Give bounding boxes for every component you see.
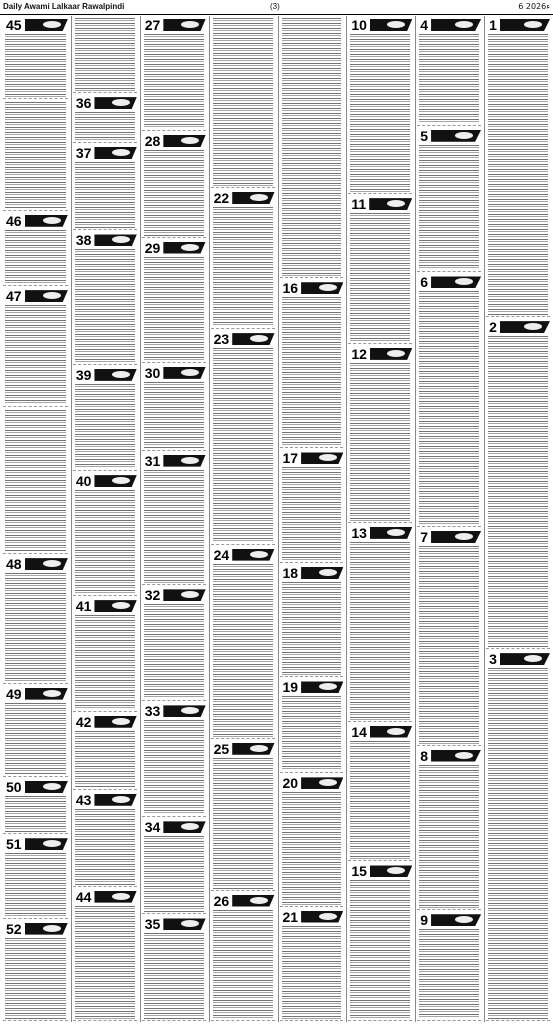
- classified-ad: [3, 101, 68, 210]
- ad-text-block: [419, 546, 479, 744]
- ad-banner-icon: [163, 705, 205, 717]
- ad-number: 17: [280, 450, 302, 466]
- ad-number: 40: [73, 473, 95, 489]
- ad-number: 20: [280, 775, 302, 791]
- ad-banner-icon: [94, 369, 136, 381]
- ad-header: [142, 587, 206, 603]
- ad-header: [3, 686, 68, 702]
- ad-header: [73, 598, 137, 614]
- classified-ad: [417, 274, 481, 526]
- ad-banner-icon: [301, 567, 343, 579]
- ad-banner-icon: [94, 234, 136, 246]
- classified-ad: [73, 17, 137, 93]
- classified-ad: [280, 565, 344, 678]
- ad-banner-icon: [163, 242, 205, 254]
- ad-number: 35: [142, 916, 164, 932]
- ad-text-block: [75, 906, 135, 1019]
- classified-ad: [211, 893, 275, 1021]
- classified-ad: [3, 288, 68, 406]
- ad-header: [211, 893, 275, 909]
- ad-number: 32: [142, 587, 164, 603]
- classified-ad: [73, 473, 137, 596]
- ad-header: [417, 912, 481, 928]
- classified-ad: [348, 724, 412, 862]
- column-2: [71, 16, 138, 1022]
- ad-text-block: [419, 929, 479, 1019]
- ad-number: 16: [280, 280, 302, 296]
- ad-banner-icon: [370, 865, 412, 877]
- classified-ad: [486, 319, 550, 649]
- ad-banner-icon: [370, 348, 412, 360]
- ad-text-block: [419, 34, 479, 124]
- ad-header: [3, 836, 68, 852]
- ad-number: 18: [280, 565, 302, 581]
- classified-ad: [348, 196, 412, 344]
- ad-header: [348, 196, 412, 212]
- ad-banner-icon: [301, 452, 343, 464]
- newspaper-name: Daily Awami Lalkaar Rawalpindi: [3, 2, 125, 11]
- ad-number: 28: [142, 133, 164, 149]
- classified-ad: [417, 529, 481, 746]
- ad-header: [142, 17, 206, 33]
- ad-header: [417, 748, 481, 764]
- ad-number: 1: [486, 17, 500, 33]
- ad-header: [280, 775, 344, 791]
- ad-number: 13: [348, 525, 370, 541]
- ad-text-block: [488, 336, 548, 647]
- ad-banner-icon: [370, 726, 412, 738]
- ad-number: 51: [3, 836, 25, 852]
- ad-number: 27: [142, 17, 164, 33]
- ad-text-block: [282, 18, 342, 276]
- classified-ad: [3, 836, 68, 918]
- ad-text-block: [350, 741, 410, 860]
- ad-banner-icon: [94, 147, 136, 159]
- ad-banner-icon: [94, 97, 136, 109]
- ad-banner-icon: [25, 781, 68, 793]
- ad-number: 38: [73, 232, 95, 248]
- ad-banner-icon: [25, 215, 68, 227]
- ad-banner-icon: [163, 821, 205, 833]
- column-4: [209, 16, 276, 1022]
- classified-ad: [3, 213, 68, 286]
- ad-banner-icon: [431, 914, 481, 926]
- ad-banner-icon: [370, 527, 412, 539]
- ad-header: [142, 365, 206, 381]
- ad-header: [142, 453, 206, 469]
- ad-banner-icon: [163, 135, 205, 147]
- ad-header: [3, 779, 68, 795]
- classified-ad: [280, 909, 344, 1022]
- masthead: [0, 0, 553, 15]
- ad-number: 48: [3, 556, 25, 572]
- ad-header: [73, 95, 137, 111]
- ad-text-block: [144, 933, 204, 1019]
- classified-ad: [73, 145, 137, 230]
- ad-text-block: [350, 542, 410, 720]
- ad-text-block: [144, 604, 204, 699]
- ad-number: 33: [142, 703, 164, 719]
- ad-text-block: [75, 112, 135, 141]
- ad-header: [73, 367, 137, 383]
- ad-banner-icon: [94, 716, 136, 728]
- ad-number: 36: [73, 95, 95, 111]
- ad-header: [211, 547, 275, 563]
- classified-ad: [142, 17, 206, 131]
- ad-number: 19: [280, 679, 302, 695]
- ad-text-block: [282, 926, 342, 1020]
- ad-number: 45: [3, 17, 25, 33]
- ad-number: 8: [417, 748, 431, 764]
- ad-banner-icon: [94, 891, 136, 903]
- classified-ad: [142, 819, 206, 914]
- ad-header: [73, 714, 137, 730]
- ad-banner-icon: [94, 600, 136, 612]
- classified-ad: [211, 190, 275, 329]
- ad-banner-icon: [431, 531, 481, 543]
- ad-number: 37: [73, 145, 95, 161]
- ad-header: [486, 651, 550, 667]
- ad-text-block: [5, 230, 66, 284]
- ad-number: 41: [73, 598, 95, 614]
- ad-text-block: [75, 249, 135, 362]
- classified-ad: [73, 714, 137, 790]
- ad-text-block: [75, 615, 135, 710]
- ad-header: [211, 190, 275, 206]
- classified-ad: [211, 547, 275, 739]
- ad-number: 31: [142, 453, 164, 469]
- ad-text-block: [350, 34, 410, 192]
- ad-text-block: [213, 18, 273, 186]
- ad-text-block: [282, 297, 342, 446]
- ad-header: [486, 17, 550, 33]
- ad-banner-icon: [25, 838, 68, 850]
- classified-ad: [417, 912, 481, 1021]
- column-6: [346, 16, 413, 1022]
- classified-ad: [348, 863, 412, 1021]
- ad-text-block: [5, 34, 66, 97]
- classified-ad: [348, 525, 412, 722]
- ad-text-block: [75, 809, 135, 885]
- ad-text-block: [350, 880, 410, 1019]
- ad-header: [3, 17, 68, 33]
- ad-banner-icon: [163, 918, 205, 930]
- ad-number: 30: [142, 365, 164, 381]
- ad-number: 29: [142, 240, 164, 256]
- ad-text-block: [144, 382, 204, 449]
- ad-header: [417, 128, 481, 144]
- ad-number: 26: [211, 893, 233, 909]
- ad-text-block: [213, 207, 273, 327]
- ad-banner-icon: [500, 19, 550, 31]
- classified-ad: [211, 17, 275, 188]
- ad-banner-icon: [232, 549, 274, 561]
- classified-ad: [348, 346, 412, 523]
- classified-ad: [3, 686, 68, 777]
- ad-header: [3, 288, 68, 304]
- ad-number: 46: [3, 213, 25, 229]
- ad-number: 11: [348, 196, 369, 212]
- ad-text-block: [5, 853, 66, 916]
- ad-number: 50: [3, 779, 25, 795]
- ad-banner-icon: [232, 895, 274, 907]
- ad-text-block: [282, 792, 342, 904]
- classified-ad: [3, 779, 68, 834]
- ad-number: 21: [280, 909, 302, 925]
- classified-page: [2, 16, 551, 1022]
- ad-number: 25: [211, 741, 233, 757]
- classified-ad: [280, 17, 344, 278]
- classified-ad: [211, 741, 275, 891]
- ad-header: [211, 741, 275, 757]
- ad-banner-icon: [94, 794, 136, 806]
- ad-text-block: [5, 796, 66, 832]
- classified-ad: [142, 453, 206, 586]
- ad-number: 39: [73, 367, 95, 383]
- ad-text-block: [488, 34, 548, 315]
- ad-banner-icon: [301, 681, 343, 693]
- ad-header: [280, 909, 344, 925]
- ad-banner-icon: [163, 455, 205, 467]
- ad-header: [417, 17, 481, 33]
- ad-banner-icon: [163, 367, 205, 379]
- classified-ad: [417, 128, 481, 273]
- ad-number: 6: [417, 274, 431, 290]
- ad-number: 24: [211, 547, 233, 563]
- ad-banner-icon: [25, 923, 68, 935]
- classified-ad: [142, 587, 206, 701]
- ad-header: [280, 450, 344, 466]
- ad-text-block: [5, 938, 66, 1019]
- ad-banner-icon: [25, 558, 68, 570]
- ad-header: [280, 280, 344, 296]
- ad-number: 15: [348, 863, 370, 879]
- ad-header: [3, 556, 68, 572]
- ad-text-block: [282, 696, 342, 771]
- ad-banner-icon: [25, 19, 68, 31]
- classified-ad: [73, 598, 137, 712]
- column-8: [484, 16, 551, 1022]
- classified-ad: [3, 17, 68, 99]
- ad-header: [348, 863, 412, 879]
- ad-number: 23: [211, 331, 233, 347]
- classified-ad: [73, 367, 137, 471]
- column-5: [278, 16, 345, 1022]
- ad-text-block: [488, 668, 548, 1019]
- ad-banner-icon: [370, 19, 412, 31]
- ad-text-block: [75, 384, 135, 469]
- ad-header: [142, 133, 206, 149]
- ad-text-block: [213, 348, 273, 542]
- ad-number: 34: [142, 819, 164, 835]
- ad-banner-icon: [163, 589, 205, 601]
- ad-header: [211, 331, 275, 347]
- ad-header: [348, 525, 412, 541]
- classified-ad: [73, 792, 137, 887]
- ad-text-block: [282, 467, 342, 561]
- ad-header: [348, 346, 412, 362]
- column-3: [140, 16, 207, 1022]
- classified-ad: [417, 17, 481, 126]
- ad-number: 14: [348, 724, 370, 740]
- ad-number: 4: [417, 17, 431, 33]
- classified-ad: [280, 450, 344, 563]
- page-number: (3): [270, 2, 280, 11]
- ad-text-block: [144, 257, 204, 361]
- ad-header: [486, 319, 550, 335]
- classified-ad: [417, 748, 481, 911]
- ad-text-block: [213, 758, 273, 889]
- ad-header: [73, 889, 137, 905]
- ad-text-block: [213, 564, 273, 737]
- ad-banner-icon: [25, 290, 68, 302]
- ad-number: 43: [73, 792, 95, 808]
- ad-header: [3, 213, 68, 229]
- ad-text-block: [5, 573, 66, 682]
- ad-banner-icon: [431, 276, 481, 288]
- ad-text-block: [144, 720, 204, 815]
- ad-number: 3: [486, 651, 500, 667]
- ad-banner-icon: [431, 750, 481, 762]
- ad-text-block: [282, 582, 342, 676]
- ad-number: 52: [3, 921, 25, 937]
- ad-header: [142, 819, 206, 835]
- ad-banner-icon: [369, 198, 412, 210]
- ad-text-block: [419, 765, 479, 909]
- ad-number: 2: [486, 319, 500, 335]
- ad-header: [73, 145, 137, 161]
- ad-header: [142, 916, 206, 932]
- ad-text-block: [5, 102, 66, 208]
- ad-number: 49: [3, 686, 25, 702]
- ad-banner-icon: [25, 688, 68, 700]
- ad-text-block: [419, 145, 479, 271]
- ad-number: 10: [348, 17, 370, 33]
- ad-banner-icon: [232, 192, 274, 204]
- ad-text-block: [5, 703, 66, 775]
- ad-number: 47: [3, 288, 25, 304]
- ad-header: [280, 565, 344, 581]
- ad-header: [73, 473, 137, 489]
- ad-header: [73, 232, 137, 248]
- ad-text-block: [75, 162, 135, 228]
- ad-text-block: [75, 18, 135, 91]
- ad-text-block: [350, 213, 410, 342]
- classified-ad: [73, 95, 137, 143]
- ad-text-block: [75, 490, 135, 594]
- ad-banner-icon: [301, 777, 343, 789]
- ad-number: 42: [73, 714, 95, 730]
- ad-text-block: [75, 731, 135, 788]
- ad-banner-icon: [163, 19, 205, 31]
- ad-text-block: [144, 470, 204, 584]
- ad-banner-icon: [301, 911, 343, 923]
- ad-header: [348, 724, 412, 740]
- classified-ad: [280, 775, 344, 906]
- ad-text-block: [144, 150, 204, 236]
- classified-ad: [280, 280, 344, 448]
- classified-ad: [142, 703, 206, 817]
- classified-ad: [142, 916, 206, 1021]
- ad-header: [417, 274, 481, 290]
- issue-date: 6 2026ء: [518, 2, 550, 11]
- ad-text-block: [419, 291, 479, 524]
- ad-banner-icon: [500, 321, 550, 333]
- ad-number: 44: [73, 889, 95, 905]
- ad-text-block: [144, 34, 204, 129]
- ad-banner-icon: [431, 19, 481, 31]
- classified-ad: [211, 331, 275, 544]
- classified-ad: [73, 889, 137, 1021]
- ad-banner-icon: [232, 743, 274, 755]
- classified-ad: [142, 365, 206, 451]
- classified-ad: [3, 556, 68, 684]
- ad-header: [142, 240, 206, 256]
- ad-header: [348, 17, 412, 33]
- classified-ad: [73, 232, 137, 364]
- ad-number: 22: [211, 190, 233, 206]
- ad-banner-icon: [301, 282, 343, 294]
- ad-text-block: [144, 836, 204, 912]
- ad-number: 5: [417, 128, 431, 144]
- ad-text-block: [5, 410, 66, 553]
- ad-text-block: [5, 305, 66, 404]
- ad-header: [3, 921, 68, 937]
- ad-number: 7: [417, 529, 431, 545]
- classified-ad: [3, 409, 68, 555]
- ad-text-block: [213, 910, 273, 1019]
- ad-banner-icon: [431, 130, 481, 142]
- column-7: [415, 16, 482, 1022]
- ad-header: [417, 529, 481, 545]
- column-1: [2, 16, 69, 1022]
- ad-banner-icon: [500, 653, 550, 665]
- ad-header: [280, 679, 344, 695]
- ad-header: [142, 703, 206, 719]
- classified-ad: [142, 240, 206, 363]
- classified-ad: [348, 17, 412, 194]
- classified-ad: [3, 921, 68, 1021]
- ad-number: 12: [348, 346, 370, 362]
- ad-header: [73, 792, 137, 808]
- classified-ad: [280, 679, 344, 773]
- ad-banner-icon: [94, 475, 136, 487]
- ad-text-block: [350, 363, 410, 521]
- classified-ad: [142, 133, 206, 238]
- ad-banner-icon: [232, 333, 274, 345]
- classified-ad: [486, 17, 550, 317]
- classified-ad: [486, 651, 550, 1021]
- ad-number: 9: [417, 912, 431, 928]
